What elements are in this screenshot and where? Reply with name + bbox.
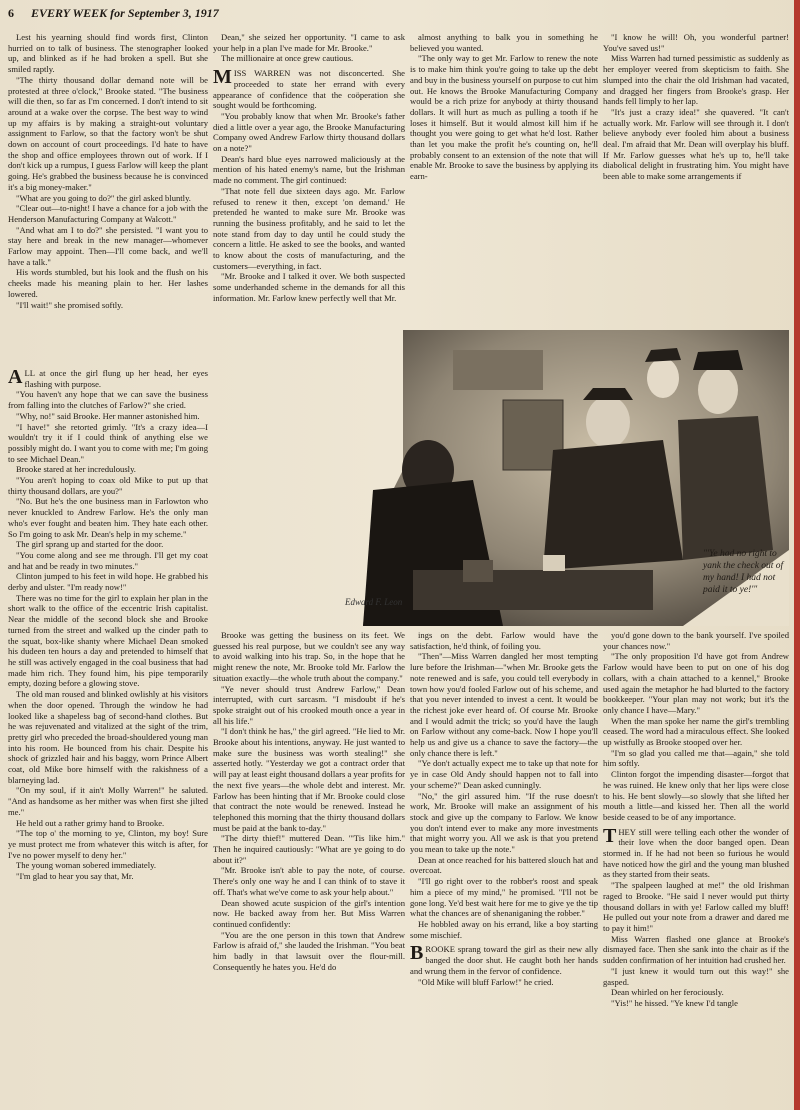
column-4-lower — [603, 630, 789, 1106]
drop-cap: T — [603, 824, 617, 847]
artist-signature: Edward F. Leon — [345, 597, 403, 607]
paragraph: When the man spoke her name the girl's trembling ceased. The word had a miraculous effect. She looked up wistfully as Brooke stooped over her. — [603, 715, 789, 748]
paragraph: ISS WARREN was not disconcerted. She proceeded to state her errand with every appearance of confidence that the coöperation she sought would be forthcoming. — [213, 68, 405, 111]
paragraph: "You come along and see me through. I'll get my coat and hat and be ready in two minutes." — [8, 549, 208, 571]
paragraph: "I'll go right over to the robber's roost and speak him a piece of my mind," he promised. "I'll not be gone long. Ye'd best wait here for me to give ye the tip what the chances are of shenaniganing the robber." — [410, 876, 598, 919]
column-1-lower — [8, 368, 208, 1106]
column-1-lower-text — [8, 368, 208, 882]
paragraph: "On my soul, if it ain't Molly Warren!" he saluted. "And as handsome as her mither was when first she jilted me." — [8, 785, 208, 817]
paragraph: Clinton forgot the impending disaster—forgot that he was ruined. He knew only that her lips were close to his. He bent slowly—so slowly that she lifted her mouth a little—and kissed her. Then all the world beside ceased to be of any importance. — [603, 769, 789, 822]
paragraph: "The spalpeen laughed at me!" the old Irishman raged to Brooke. "He said I never would put thirty thousand dollars in with ye! Farlow called my bluff! He pulled out your note from a drawer and dared me to pay it him!" — [603, 880, 789, 933]
paragraph: "Old Mike will bluff Farlow!" he cried. — [418, 976, 554, 987]
column-3-lower-text-2 — [410, 944, 598, 987]
paragraph: "What are you going to do?" the girl asked bluntly. — [16, 192, 191, 203]
paragraph: "I just knew it would turn out this way!" she gasped. — [603, 965, 789, 987]
paragraph: His words stumbled, but his look and the flush on his cheeks made his meaning plain to her. Her lashes lowered. — [8, 267, 208, 299]
drop-cap: B — [410, 942, 424, 965]
paragraph: The millionaire at once grew cautious. — [221, 53, 354, 64]
column-4-lower-text — [603, 630, 789, 823]
paragraph: HEY still were telling each other the wonder of their love when the door banged open. Dean stormed in. If he had not been so furious he would have noticed how the girl and the young man blushed as they started from their seats. — [603, 826, 789, 880]
paragraph: "The dirty thief!" muttered Dean. "'Tis like him." Then he inquired cautiously: "What are ye going to do about it?" — [213, 833, 405, 865]
paragraph: "The only proposition I'd have got from Andrew Farlow would have been to put on one of his dog collars, with a chain attached to a kennel," Brooke used again the metaphor he had blurted to the factory bookkeeper. "Your plan may not work; but it's the only chance I have—Mary." — [603, 651, 789, 715]
paragraph: Brooke stared at her incredulously. — [16, 464, 136, 475]
illustration-caption: "'Ye had no right to yank the check out of my hand! I had not paid it to ye!'" — [703, 549, 784, 595]
paragraph: Miss Warren had turned pessimistic as suddenly as her employer veered from skepticism to faith. She slumped into the chair the old Irishman had vacated, and dragged her fingers from Brooke's grasp. Her hands fell limply to her lap. — [603, 53, 789, 107]
paragraph: "That note fell due sixteen days ago. Mr. Farlow refused to renew it then, except 'on demand.' He pretended he wanted to make sure Mr. Brooke was running the business profitably, and he said to let the note stand from day to day until he could study the concern a little. He asked to see the books, and wanted to know about the costs of manufacturing, and the customers—everything, in fact. — [213, 185, 405, 271]
running-title: EVERY WEEK for September 3, 1917 — [31, 6, 219, 20]
paragraph: He hobbled away on his errand, like a boy starting some mischief. — [410, 918, 598, 940]
paragraph: "The top o' the morning to ye, Clinton, my boy! Sure ye must protect me from whatever this witch is after, for I've no power myself to deny her." — [8, 828, 208, 860]
paragraph: The young woman sobered immediately. — [16, 860, 157, 871]
paragraph: ROOKE sprang toward the girl as their new ally banged the door shut. He caught both her hands and wrung them in the fervor of confidence. — [410, 944, 598, 976]
column-2-upper-text — [213, 68, 405, 303]
paragraph: "I don't think he has," the girl agreed. "He lied to Mr. Brooke about his intentions, anyway. He just wanted to make sure the business was worth stealing!" she asserted hotly. "Yesterday we got a contract order that will pay at least eight thousand dollars a year profits for the next five years—the whole debt and interest. Mr. Farlow has been hinting that if Mr. Brooke could close that contract the note would be renewed. Instead he telephoned this morning that the thirty thousand dollars must be paid at the bank to-day." — [213, 726, 405, 833]
paragraph: Clinton jumped to his feet in wild hope. He grabbed his derby and ulster. "I'm ready now!" — [8, 571, 208, 593]
paragraph: "Mr. Brooke isn't able to pay the note, of course. There's only one way he and I can think of to stave it off. That's what we've come to ask your help about." — [213, 865, 405, 897]
paragraph: "It's just a crazy idea!" she quavered. "It can't actually work. Mr. Farlow will see through it. I don't believe anybody ever fooled him about a business deal. I'm afraid that Mr. Dean will overplay his bluff. If Mr. Farlow guesses what he's up to, he'll take diabolical delight in frustrating him. You might have been able to make some arrangements if — [603, 106, 789, 182]
column-2-lower — [213, 630, 405, 1106]
page-edge — [794, 0, 800, 1110]
paragraph: ings on the debt. Farlow would have the satisfaction, he'd think, of foiling you. — [410, 630, 598, 651]
paragraph: LL at once the girl flung up her head, her eyes flashing with purpose. — [24, 368, 208, 389]
paragraph: "I have!" she retorted grimly. "It's a crazy idea—I wouldn't try it if I could think of anything else we possibly might do. I want you to come with me; I'm going to see Michael Dean." — [8, 421, 208, 464]
paragraph: "Yis!" he hissed. "Ye knew I'd tangle — [611, 997, 738, 1008]
paragraph: you'd gone down to the bank yourself. I've spoiled your chances now." — [603, 630, 789, 651]
paragraph: "No," the girl assured him. "If the ruse doesn't work, Mr. Brooke will make an assignment of his stock and give up the company to Farlow. We know you don't intend ever to make any more investments that might worry you. All we ask is that you pretend you mean to take up the note." — [410, 790, 598, 855]
paragraph: Dean," she seized her opportunity. "I came to ask your help in a plan I've made for Mr. Brooke." — [213, 32, 405, 53]
paragraph: The old man roused and blinked owlishly at his visitors when the door opened. Through the window he had looked like a shapeless bag of second-hand clothes. But he was rejuvenated and vitalized at the sight of the trim, pretty girl who preceded the broad-shouldered young man into his room. He bounced from his chair. Despite his shock of grizzled hair and his baggy, worn Prince Albert coat, old Mike bore himself with the rakishness of a blarneying lad. — [8, 689, 208, 785]
paragraph: Lest his yearning should find words first, Clinton hurried on to talk of business. The stenographer looked up, and blinked as if he had broken a spell. But she smiled raptly. — [8, 32, 208, 75]
paragraph: "No. But he's the one business man in Farlowton who never knuckled to Andrew Farlow. He's the only man who's ever fought and beaten him. They hate each other. So I'm going to ask Mr. Dean's help in my scheme." — [8, 496, 208, 539]
page-number: 6 — [8, 6, 14, 20]
paragraph: "You haven't any hope that we can save the business from falling into the clutches of Farlow?" she cried. — [8, 389, 208, 411]
paragraph: "I know he will! Oh, you wonderful partner! You've saved us!" — [603, 32, 789, 53]
paragraph: "The thirty thousand dollar demand note will be protested at three o'clock," Brooke stated. "The business will die then, so far as I'm concerned. I don't intend to sit around at a wake over the corpse. The best way to wind up my affairs is by making a straight-out voluntary assignment to Farlow, so that the factory won't be shut down on account of court proceedings. I'd hate to have the shop and office employees thrown out of work. If I don't kick up a rumpus, I guess Farlow will keep the plant going. He's grabbed the business because he is convinced it's a big money-maker." — [8, 74, 208, 192]
paragraph: "I'm so glad you called me that—again," she told him softly. — [603, 747, 789, 769]
paragraph: Dean whirled on her ferociously. — [611, 987, 724, 998]
paragraph: There was no time for the girl to explain her plan in the short walk to the office of the eccentric Irish capitalist. Near the middle of the second block she and Brooke turned from the street and walked up the cinder path to the squat, box-like shanty where Michael Dean smoked his dudeen ten hours a day and pretended to himself that he still was actively engaged in the coal business that had made him rich. They found him, his pipe temporarily empty, dozing before a glowing stove. — [8, 592, 208, 689]
paragraph: He held out a rather grimy hand to Brooke. — [16, 817, 165, 828]
column-4-upper — [603, 32, 789, 228]
paragraph: "The only way to get Mr. Farlow to renew the note is to make him think you're going to take up the debt and buy in the business yourself on purpose to cut him out. He knows the Brooke Manufacturing Company would be a rich prize for anybody at thirty thousand dollars. It will hurt as much as pulling a tooth if he loses it himself. But it would almost kill him if he thought you were going to get what he'd lost. Rather than let you make the profit he's counting on, he'll probably consent to an extension of the note that will enable Mr. Brooke to save the business by applying its earn- — [410, 53, 598, 182]
paragraph: "You aren't hoping to coax old Mike to put up that thirty thousand dollars, are you?" — [8, 475, 208, 496]
column-3-lower-text — [410, 630, 598, 940]
paragraph: Miss Warren flashed one glance at Brooke's dismayed face. Then she sank into the chair as if the sudden confirmation of her intuition had crushed her. — [603, 933, 789, 966]
paragraph: "You probably know that when Mr. Brooke's father died a little over a year ago, the Brooke Manufacturing Company owed Andrew Farlow thirty thousand dollars on a note?" — [213, 110, 405, 154]
column-3-upper — [410, 32, 598, 228]
column-2-upper — [213, 32, 405, 328]
paragraph: "I'm glad to hear you say that, Mr. — [16, 871, 134, 882]
drop-cap: M — [213, 66, 232, 89]
paragraph: Brooke was getting the business on its feet. We guessed his real purpose, but we couldn't see any way to avoid walking into his trap. So, in the hope that he might renew the note, Mr. Brooke told Mr. Farlow the situation exactly—the whole truth about the company." — [213, 630, 405, 683]
paragraph: "Then"—Miss Warren dangled her most tempting lure before the Irishman—"when Mr. Brooke gets the note renewed and is safe, you could tell everybody in town how you'd fooled Farlow out of his scheme, and that you never intended to invest a cent. It would be the richest joke ever heard of. Of course Mr. Brooke and I would admit the trick; so you'd have the laugh on Farlow without any come-back. Now I hope you'll help us and give us a chance to save the factory—the only chance there is left." — [410, 651, 598, 758]
page-header — [8, 6, 768, 20]
paragraph: Dean at once reached for his battered slouch hat and overcoat. — [410, 854, 598, 876]
paragraph: "And what am I to do?" she persisted. "I want you to stay here and break in the new manager—whomever Farlow may appoint. Then—I'll come back, and we'll have a talk." — [8, 224, 208, 267]
paragraph: "Ye don't actually expect me to take up that note for ye in case Old Andy should happen not to fall into your scheme?" Dean asked cunningly. — [410, 758, 598, 790]
paragraph: almost anything to balk you in something he believed you wanted. — [410, 32, 598, 53]
paragraph: "You are the one person in this town that Andrew Farlow is afraid of," she lauded the Irishman. "You beat him badly in that lawsuit over the flour-mill. Consequently he hates you. He'd do — [213, 929, 405, 972]
column-3-lower — [410, 630, 598, 1106]
paragraph: "Why, no!" said Brooke. Her manner astonished him. — [16, 410, 200, 421]
column-1-upper — [8, 32, 208, 362]
paragraph: "Mr. Brooke and I talked it over. We both suspected some underhanded scheme in the demands for all this information. Mr. Farlow knew perfectly well that Mr. — [213, 271, 405, 303]
paragraph: Dean's hard blue eyes narrowed maliciously at the mention of his hated enemy's name, but the Irishman made no comment. The girl continued: — [213, 153, 405, 186]
paragraph: "I'll wait!" she promised softly. — [16, 299, 124, 310]
column-4-lower-text-2 — [603, 824, 789, 1009]
drop-cap: A — [8, 368, 23, 388]
paragraph: Dean showed acute suspicion of the girl's intention now. He backed away from her. But Miss Warren continued confidently: — [213, 897, 405, 929]
paragraph: The girl sprang up and started for the door. — [16, 539, 164, 550]
paragraph: "Clear out—to-night! I have a chance for a job with the Henderson Manufacturing Company at Walcott." — [8, 203, 208, 224]
paragraph: "Ye never should trust Andrew Farlow," Dean interrupted, with curt sarcasm. "I misdoubt if he's spoke straight out of his crooked mouth once a year in all his life." — [213, 683, 405, 726]
column-2-upper-intro — [213, 32, 405, 64]
